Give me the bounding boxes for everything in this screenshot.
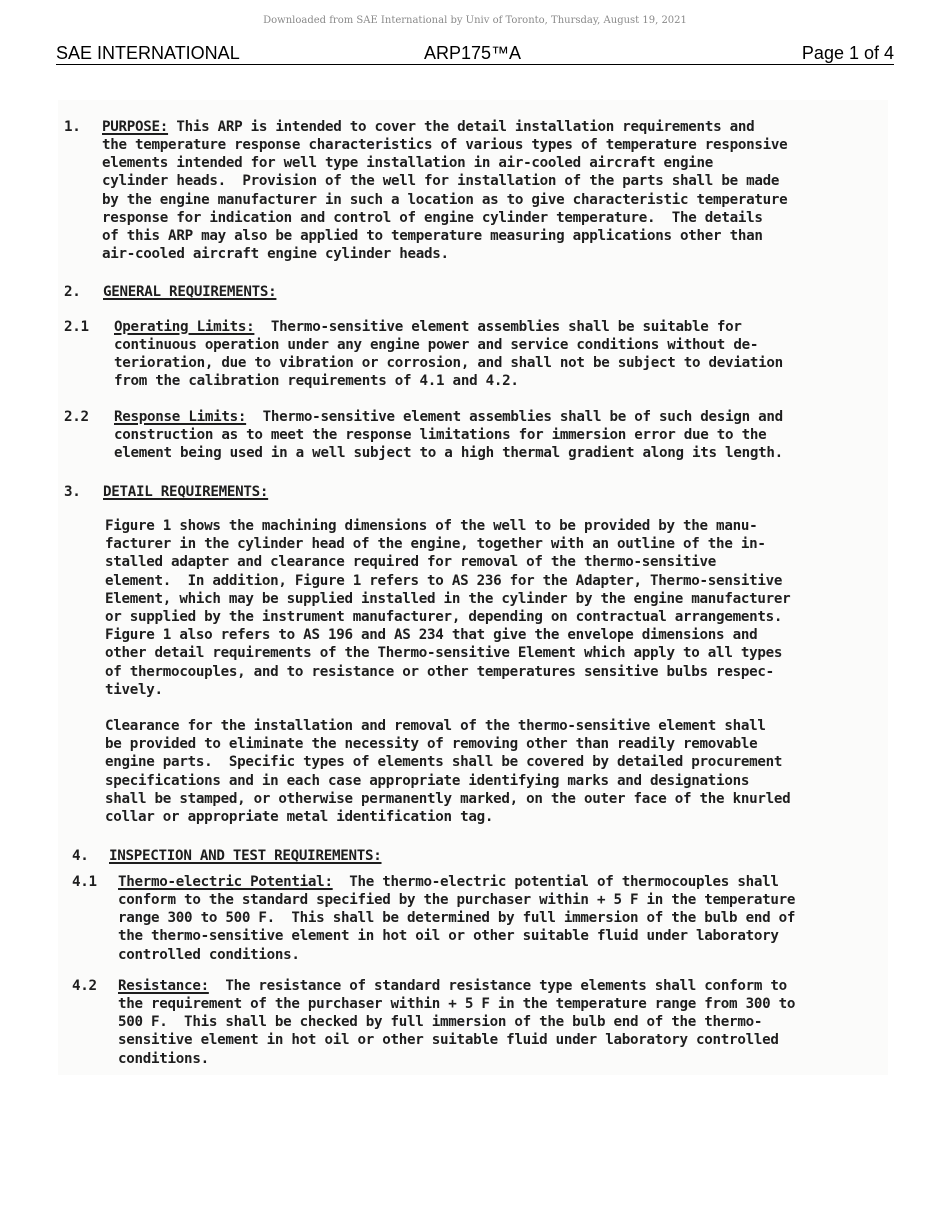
section-1-body: the temperature response characteristics of various types of temperature responsive elements intended for well type installation in air-cooled aircraft engine cylinder heads. Provision of the well for installation of the parts shall be made by the engine manufacturer in such a location as to give characteristic temperature response for indication and control of engine cylinder temperature. The details of this ARP may also be applied to temperature measuring applications other than air-cooled aircraft engine cylinder heads.: [102, 137, 788, 263]
section-2-1-heading: Operating Limits:: [114, 319, 255, 335]
section-4-2-line1: The resistance of standard resistance type elements shall conform to: [225, 978, 787, 994]
section-2-1-first-line: [114, 318, 742, 336]
section-4-1-body: conform to the standard specified by the purchaser within + 5 F in the temperature range 300 to 500 F. This shall be determined by full immersion of the bulb end of the thermo-sensitive element in hot oil or other suitable fluid under laboratory controlled conditions.: [118, 892, 796, 963]
section-1-first-line: [102, 118, 754, 136]
section-2-2-line1: Thermo-sensitive element assemblies shall be of such design and: [262, 409, 783, 425]
section-3-paragraph-1: Figure 1 shows the machining dimensions of the well to be provided by the manu- facturer in the cylinder head of the engine, together with an outline of the in- stalled adapter and clearance required for removal of the thermo-sensitive element. In addition, Figure 1 refers to AS 236 for the Adapter, Thermo-sensitive Element, which may be supplied installed in the cylinder by the engine manufacturer or supplied by the instrument manufacturer, depending on contractual arrangements. Figure 1 also refers to AS 196 and AS 234 that give the envelope dimensions and other detail requirements of the Thermo-sensitive Element which apply to all types of thermocouples, and to resistance or other temperatures sensitive bulbs respec- tively.: [105, 518, 791, 698]
section-2-1-body: continuous operation under any engine power and service conditions without de- terioration, due to vibration or corrosion, and shall not be subject to deviation from the calibration requirements of 4.1 and 4.2.: [114, 337, 783, 390]
section-3-heading-line: [103, 483, 268, 501]
section-2-2-number: 2.2: [64, 409, 89, 425]
section-3-heading: DETAIL REQUIREMENTS:: [103, 484, 269, 500]
section-4-1-number: 4.1: [72, 874, 97, 890]
section-2-heading: GENERAL REQUIREMENTS:: [103, 284, 277, 300]
section-4-2-body: the requirement of the purchaser within + 5 F in the temperature range from 300 to 500 F. This shall be checked by full immersion of the bulb end of the thermo- sensitive element in hot oil or other suitable fluid under laboratory controlled conditions.: [118, 996, 796, 1067]
section-4-1-heading: Thermo-electric Potential:: [118, 874, 333, 890]
section-4-heading: INSPECTION AND TEST REQUIREMENTS:: [109, 848, 382, 864]
page-header: [56, 42, 894, 65]
section-4-2-number: 4.2: [72, 978, 97, 994]
section-4-1-first-line: [118, 873, 779, 891]
section-2-2-body: construction as to meet the response limitations for immersion error due to the element being used in a well subject to a high thermal gradient along its length.: [114, 427, 783, 462]
download-note: Downloaded from SAE International by Univ of Toronto, Thursday, August 19, 2021: [263, 15, 687, 26]
section-2-number: 2.: [64, 284, 81, 300]
section-1-line1: This ARP is intended to cover the detail installation requirements and: [176, 119, 755, 135]
section-4-2-heading: Resistance:: [118, 978, 209, 994]
section-4-1-line1: The thermo-electric potential of thermocouples shall: [349, 874, 779, 890]
section-3-number: 3.: [64, 484, 81, 500]
section-2-1-line1: Thermo-sensitive element assemblies shall be suitable for: [270, 319, 742, 335]
header-document-id: ARP175™A: [424, 43, 522, 63]
section-2-1-number: 2.1: [64, 319, 89, 335]
section-4-number: 4.: [72, 848, 89, 864]
section-2-2-first-line: [114, 408, 783, 426]
section-1-number: 1.: [64, 119, 81, 135]
section-2-2-heading: Response Limits:: [114, 409, 247, 425]
section-4-2-first-line: [118, 977, 787, 995]
section-4-heading-line: [109, 847, 382, 865]
section-2-heading-line: [103, 283, 276, 301]
section-1-heading: PURPOSE:: [102, 119, 169, 135]
section-3-paragraph-2: Clearance for the installation and removal of the thermo-sensitive element shall be provided to eliminate the necessity of removing other than readily removable engine parts. Specific types of elements shall be covered by detailed procurement specifications and in each case appropriate identifying marks and designations shall be stamped, or otherwise permanently marked, on the outer face of the knurled collar or appropriate metal identification tag.: [105, 718, 791, 826]
header-page-number: Page 1 of 4: [801, 43, 894, 63]
header-organization: SAE INTERNATIONAL: [56, 43, 240, 63]
